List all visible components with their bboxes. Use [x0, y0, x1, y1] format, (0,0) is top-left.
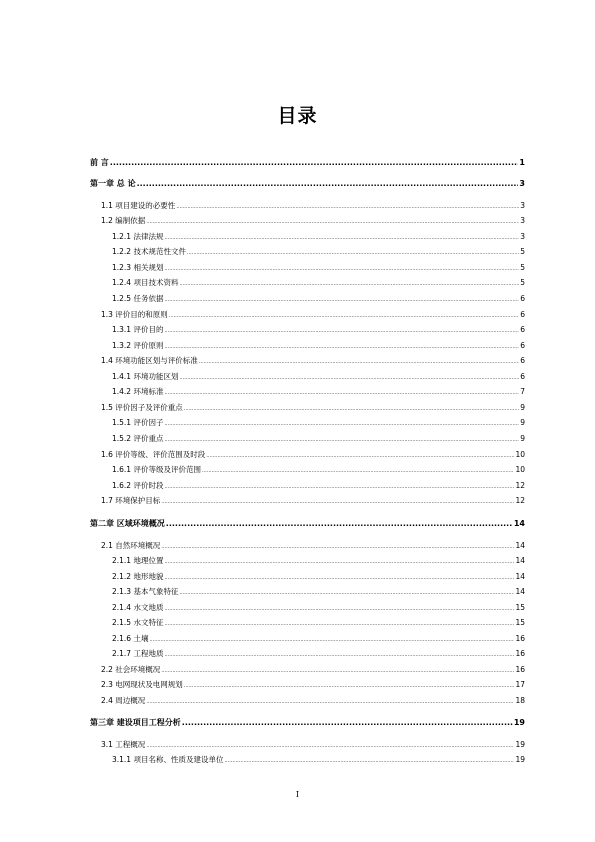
toc-leader-dots [182, 718, 513, 727]
toc-entry-page: 19 [515, 755, 525, 764]
toc-entry-label: 1.2 编制依据 [101, 216, 146, 225]
toc-entry-label: 2.1.4 水文地质 [112, 603, 164, 612]
toc-entry-label: 1.6 评价等级、评价范围及时段 [101, 450, 206, 459]
toc-entry[interactable] [112, 754, 525, 765]
toc-entry[interactable] [112, 433, 525, 444]
toc-entry-label: 1.3 评价目的和原则 [101, 310, 168, 319]
toc-entry[interactable] [112, 648, 525, 659]
toc-leader-dots [164, 484, 514, 490]
toc-entry-page: 14 [515, 572, 525, 581]
toc-entry[interactable] [101, 355, 525, 366]
toc-entry[interactable] [101, 664, 525, 675]
toc-entry[interactable] [112, 246, 525, 257]
toc-entry-label: 1.4.2 环境标准 [112, 387, 164, 396]
toc-leader-dots [146, 699, 514, 705]
toc-entry[interactable] [112, 324, 525, 335]
toc-entry-label: 1.5.1 评价因子 [112, 418, 164, 427]
toc-entry-page: 6 [520, 310, 525, 319]
toc-entry-page: 6 [520, 356, 525, 365]
toc-entry-page: 6 [520, 294, 525, 303]
toc-entry-label: 1.2.2 技术规范性文件 [112, 247, 186, 256]
toc-entry[interactable] [101, 739, 525, 750]
toc-entry-page: 10 [515, 465, 525, 474]
toc-leader-dots [110, 158, 519, 167]
toc-leader-dots [161, 668, 514, 674]
toc-leader-dots [184, 683, 515, 689]
toc-entry-page: 5 [520, 263, 525, 272]
toc-entry-label: 2.1.5 水文特征 [112, 618, 164, 627]
toc-entry-label: 1.1 项目建设的必要性 [101, 201, 176, 210]
toc-entry[interactable] [112, 386, 525, 397]
toc-entry-page: 15 [515, 618, 525, 627]
page-number: I [295, 790, 300, 799]
toc-entry-label: 2.2 社会环境概况 [101, 665, 161, 674]
toc-entry[interactable] [112, 602, 525, 613]
toc-entry-label: 1.4.1 环境功能区划 [112, 372, 179, 381]
toc-leader-dots [164, 652, 514, 658]
toc-entry[interactable] [112, 555, 525, 566]
toc-entry-label: 2.3 电网现状及电网规划 [101, 680, 183, 689]
toc-entry-label: 1.3.2 评价原则 [112, 341, 164, 350]
toc-entry[interactable] [112, 633, 525, 644]
toc-leader-dots [206, 453, 514, 459]
toc-entry-page: 14 [515, 541, 525, 550]
toc-leader-dots [187, 250, 519, 256]
toc-entry-page: 16 [515, 634, 525, 643]
toc-leader-dots [164, 621, 514, 627]
toc-entry-page: 14 [515, 587, 525, 596]
toc-leader-dots [164, 235, 519, 241]
toc-entry[interactable] [112, 586, 525, 597]
toc-leader-dots [146, 743, 514, 749]
toc-leader-dots [161, 544, 514, 550]
toc-entry-page: 14 [515, 556, 525, 565]
toc-entry[interactable] [112, 617, 525, 628]
toc-entry-page: 16 [515, 649, 525, 658]
toc-entry-label: 第一章 总 论 [90, 179, 136, 188]
toc-leader-dots [166, 519, 513, 528]
toc-entry-page: 17 [515, 680, 525, 689]
toc-entry-page: 15 [515, 603, 525, 612]
toc-entry[interactable] [112, 480, 525, 491]
toc-leader-dots [164, 390, 519, 396]
toc-entry[interactable] [101, 309, 525, 320]
toc-entry-label: 2.1.7 工程地质 [112, 649, 164, 658]
toc-entry[interactable] [112, 262, 525, 273]
toc-entry-label: 前 言 [90, 158, 109, 167]
toc-entry[interactable] [90, 157, 525, 168]
toc-entry-label: 2.1 自然环境概况 [101, 541, 161, 550]
toc-entry-page: 9 [520, 403, 525, 412]
toc-entry-page: 9 [520, 418, 525, 427]
toc-entry[interactable] [101, 540, 525, 551]
toc-leader-dots [202, 468, 514, 474]
toc-entry-page: 10 [515, 450, 525, 459]
toc-leader-dots [161, 499, 514, 505]
toc-entry[interactable] [112, 293, 525, 304]
toc-leader-dots [199, 359, 519, 365]
toc-entry[interactable] [112, 571, 525, 582]
toc-entry-page: 9 [520, 434, 525, 443]
toc-leader-dots [179, 590, 514, 596]
toc-entry-page: 5 [520, 247, 525, 256]
toc-entry[interactable] [112, 277, 525, 288]
toc-entry-label: 2.1.1 地理位置 [112, 556, 164, 565]
toc-entry-label: 第三章 建设项目工程分析 [90, 718, 181, 727]
toc-entry-page: 19 [513, 718, 525, 727]
toc-entry-label: 第二章 区域环境概况 [90, 519, 165, 528]
toc-entry[interactable] [112, 417, 525, 428]
toc-leader-dots [164, 421, 519, 427]
toc-entry-page: 3 [520, 201, 525, 210]
toc-entry-label: 2.1.6 土壤 [112, 634, 149, 643]
toc-entry-label: 2.1.2 地形地貌 [112, 572, 164, 581]
toc-leader-dots [176, 204, 519, 210]
toc-entry-label: 1.2.5 任务依据 [112, 294, 164, 303]
toc-entry-label: 1.4 环境功能区划与评价标准 [101, 356, 198, 365]
toc-entry[interactable] [101, 449, 525, 460]
toc-entry[interactable] [101, 215, 525, 226]
toc-leader-dots [149, 637, 514, 643]
toc-entry-page: 16 [515, 665, 525, 674]
toc-leader-dots [184, 406, 519, 412]
toc-leader-dots [164, 328, 519, 334]
toc-entry-label: 3.1 工程概况 [101, 740, 146, 749]
toc-entry-page: 19 [515, 740, 525, 749]
toc-leader-dots [179, 375, 519, 381]
toc-entry-label: 1.2.3 相关规划 [112, 263, 164, 272]
toc-entry-label: 1.6.1 评价等级及评价范围 [112, 465, 201, 474]
toc-entry-page: 6 [520, 325, 525, 334]
toc-entry-label: 1.3.1 评价目的 [112, 325, 164, 334]
toc-leader-dots [146, 219, 519, 225]
toc-leader-dots [164, 297, 519, 303]
toc-entry-label: 1.5 评价因子及评价重点 [101, 403, 183, 412]
toc-entry-page: 18 [515, 696, 525, 705]
toc-entry-label: 2.4 周边概况 [101, 696, 146, 705]
toc-entry-page: 7 [520, 387, 525, 396]
toc-entry-page: 3 [520, 232, 525, 241]
toc-entry-page: 3 [519, 179, 525, 188]
toc-entry-label: 1.5.2 评价重点 [112, 434, 164, 443]
toc-leader-dots [169, 313, 519, 319]
toc-entry[interactable] [112, 371, 525, 382]
toc-entry[interactable] [101, 495, 525, 506]
page-title: 目录 [277, 105, 318, 127]
toc-entry[interactable] [101, 679, 525, 690]
toc-entry[interactable] [101, 200, 525, 211]
toc-leader-dots [164, 575, 514, 581]
toc-leader-dots [164, 559, 514, 565]
toc-entry-page: 12 [515, 481, 525, 490]
toc-leader-dots [137, 179, 519, 188]
toc-entry-label: 1.7 环境保护目标 [101, 496, 161, 505]
toc-leader-dots [164, 606, 514, 612]
toc-leader-dots [164, 437, 519, 443]
toc-leader-dots [164, 344, 519, 350]
toc-entry-page: 12 [515, 496, 525, 505]
toc-entry[interactable] [90, 178, 525, 189]
toc-entry-label: 1.2.4 项目技术资料 [112, 278, 179, 287]
toc-leader-dots [164, 266, 519, 272]
toc-entry-label: 3.1.1 项目名称、性质及建设单位 [112, 755, 224, 764]
toc-entry[interactable] [90, 717, 525, 728]
toc-entry[interactable] [101, 402, 525, 413]
toc-entry-page: 6 [520, 341, 525, 350]
toc-entry[interactable] [112, 340, 525, 351]
toc-entry-page: 1 [519, 158, 525, 167]
toc-entry[interactable] [112, 231, 525, 242]
toc-leader-dots [179, 281, 519, 287]
toc-entry[interactable] [112, 464, 525, 475]
toc-entry-label: 2.1.3 基本气象特征 [112, 587, 179, 596]
toc-entry-label: 1.6.2 评价时段 [112, 481, 164, 490]
toc-leader-dots [224, 758, 514, 764]
toc-entry-page: 14 [513, 519, 525, 528]
toc-entry-label: 1.2.1 法律法规 [112, 232, 164, 241]
toc-entry[interactable] [90, 518, 525, 529]
toc-entry-page: 6 [520, 372, 525, 381]
toc-entry-page: 5 [520, 278, 525, 287]
toc-entry-page: 3 [520, 216, 525, 225]
toc-entry[interactable] [101, 695, 525, 706]
